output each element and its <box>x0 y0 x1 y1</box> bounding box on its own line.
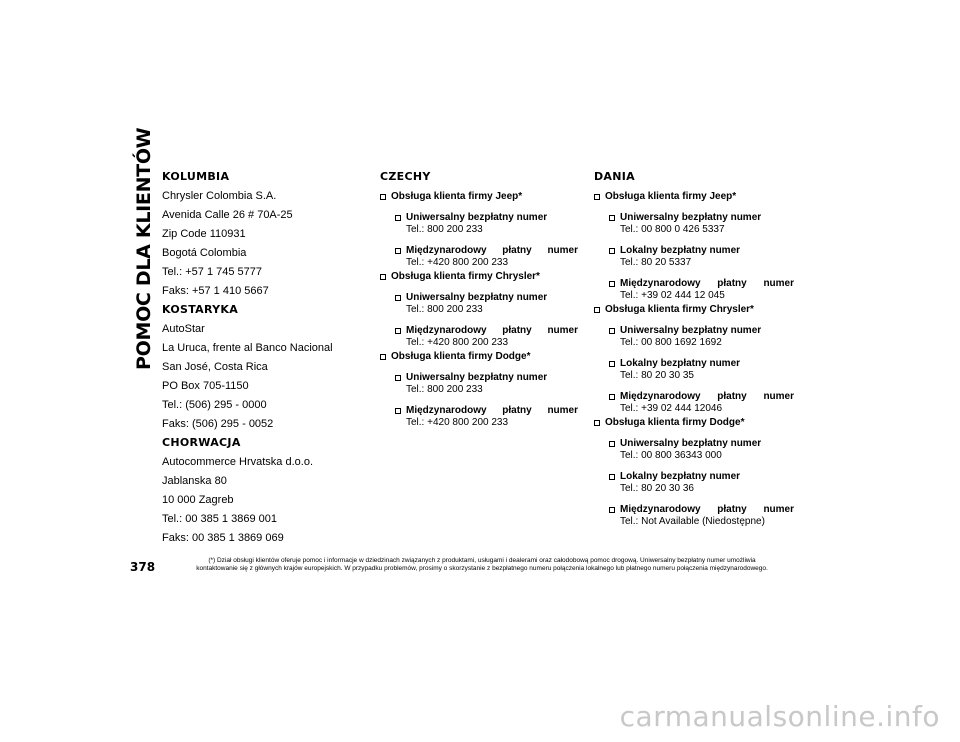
number-type-word: Uniwersalny bezpłatny numer <box>406 372 548 383</box>
phone-number: Tel.: 80 20 30 35 <box>620 370 694 381</box>
number-type-label <box>620 325 794 337</box>
number-type-label <box>620 471 794 483</box>
phone-number: Tel.: +420 800 200 233 <box>406 257 509 268</box>
number-type-word: Uniwersalny bezpłatny numer <box>406 292 548 303</box>
page-number: 378 <box>130 560 156 574</box>
footnote-line-2: kontaktowanie się z głównych krajów europejskich. W przypadku problemów, prosimy o skorzystanie z bezpłatnego numeru połączenia lokalnego lub płatnego numeru połączenia międzynarodowego. <box>196 565 768 572</box>
checkbox-icon <box>609 281 615 287</box>
checkbox-icon <box>380 354 386 360</box>
address-line: Faks: 00 385 1 3869 069 <box>162 532 284 544</box>
column-2 <box>380 170 578 429</box>
address-line: Tel.: (506) 295 - 0000 <box>162 399 267 411</box>
address-line: Chrysler Colombia S.A. <box>162 190 277 202</box>
address-line: Avenida Calle 26 # 70A-25 <box>162 209 293 221</box>
address-line: Faks: +57 1 410 5667 <box>162 285 269 297</box>
number-type-word: płatny <box>717 504 747 515</box>
number-item <box>609 438 794 462</box>
phone-number: Tel.: 80 20 30 36 <box>620 483 694 494</box>
checkbox-icon <box>594 194 600 200</box>
number-type-word: Międzynarodowy <box>406 325 487 336</box>
checkbox-icon <box>380 194 386 200</box>
number-type-word: numer <box>763 504 794 515</box>
country-heading: CZECHY <box>380 170 431 183</box>
number-type-label <box>620 212 794 224</box>
number-item <box>395 292 578 316</box>
footnote-line-1: (*) Dział obsługi klientów oferuje pomoc i informacje w dziedzinach związanych z produktami, usługami i dealerami oraz całodobową pomoc drogową. Uniwersalny bezpłatny numer umożliwia <box>208 557 756 564</box>
column-1 <box>162 170 362 548</box>
service-group <box>594 304 794 316</box>
number-item <box>609 358 794 382</box>
checkbox-icon <box>609 361 615 367</box>
checkbox-icon <box>395 375 401 381</box>
number-type-word: Międzynarodowy <box>620 391 701 402</box>
number-type-label <box>406 325 578 337</box>
number-type-word: Międzynarodowy <box>620 278 701 289</box>
address-line: La Uruca, frente al Banco Nacional <box>162 342 333 354</box>
address-line: Jablanska 80 <box>162 475 227 487</box>
number-type-label <box>406 292 578 304</box>
checkbox-icon <box>609 248 615 254</box>
service-group-label: Obsługa klienta firmy Jeep* <box>391 191 523 202</box>
address-line: San José, Costa Rica <box>162 361 268 373</box>
checkbox-icon <box>395 248 401 254</box>
phone-number: Tel.: +39 02 444 12 045 <box>620 290 725 301</box>
number-item <box>395 405 578 429</box>
checkbox-icon <box>395 295 401 301</box>
checkbox-icon <box>609 507 615 513</box>
number-type-word: Międzynarodowy <box>620 504 701 515</box>
phone-number: Tel.: +420 800 200 233 <box>406 417 509 428</box>
number-item <box>609 212 794 236</box>
service-group-label: Obsługa klienta firmy Chrysler* <box>605 304 754 315</box>
phone-number: Tel.: 800 200 233 <box>406 224 483 235</box>
number-item <box>609 245 794 269</box>
country-heading: DANIA <box>594 170 635 183</box>
number-type-word: numer <box>763 278 794 289</box>
service-group-label: Obsługa klienta firmy Dodge* <box>605 417 745 428</box>
number-type-word: Międzynarodowy <box>406 245 487 256</box>
footnote <box>172 557 792 573</box>
address-line: 10 000 Zagreb <box>162 494 234 506</box>
number-type-word: Lokalny bezpłatny numer <box>620 358 741 369</box>
number-type-label <box>620 504 794 516</box>
address-line: Faks: (506) 295 - 0052 <box>162 418 274 430</box>
number-item <box>609 471 794 495</box>
phone-number: Tel.: 800 200 233 <box>406 304 483 315</box>
checkbox-icon <box>609 441 615 447</box>
number-type-word: numer <box>547 405 578 416</box>
checkbox-icon <box>594 420 600 426</box>
number-type-word: Uniwersalny bezpłatny numer <box>620 212 762 223</box>
checkbox-icon <box>594 307 600 313</box>
phone-number: Tel.: 00 800 0 426 5337 <box>620 224 725 235</box>
service-group <box>380 191 578 203</box>
phone-number: Tel.: 00 800 1692 1692 <box>620 337 722 348</box>
number-type-label <box>620 358 794 370</box>
number-item <box>395 212 578 236</box>
number-type-word: Uniwersalny bezpłatny numer <box>620 438 762 449</box>
number-type-label <box>406 245 578 257</box>
service-group-label: Obsługa klienta firmy Dodge* <box>391 351 531 362</box>
checkbox-icon <box>609 215 615 221</box>
number-item <box>395 325 578 349</box>
country-heading: KOLUMBIA <box>162 170 230 183</box>
number-type-word: Lokalny bezpłatny numer <box>620 471 741 482</box>
address-line: Bogotá Colombia <box>162 247 247 259</box>
service-group <box>380 271 578 283</box>
number-item <box>609 278 794 302</box>
number-type-label <box>406 372 578 384</box>
address-line: Zip Code 110931 <box>162 228 246 240</box>
number-type-label <box>620 438 794 450</box>
service-group <box>594 417 794 429</box>
watermark: carmanualsonline.info <box>619 700 940 733</box>
number-type-word: płatny <box>502 245 532 256</box>
number-item <box>609 504 794 528</box>
side-section-title: POMOC DLA KLIENTÓW <box>133 127 155 370</box>
number-type-word: numer <box>547 245 578 256</box>
country-heading: KOSTARYKA <box>162 303 239 316</box>
number-type-word: płatny <box>502 405 532 416</box>
checkbox-icon <box>609 328 615 334</box>
service-group-label: Obsługa klienta firmy Chrysler* <box>391 271 540 282</box>
number-item <box>609 325 794 349</box>
checkbox-icon <box>395 215 401 221</box>
checkbox-icon <box>609 394 615 400</box>
address-line: Autocommerce Hrvatska d.o.o. <box>162 456 314 468</box>
phone-number: Tel.: +420 800 200 233 <box>406 337 509 348</box>
column-3 <box>594 170 794 528</box>
number-type-word: Międzynarodowy <box>406 405 487 416</box>
service-group <box>380 351 578 363</box>
address-line: Tel.: 00 385 1 3869 001 <box>162 513 277 525</box>
service-group-label: Obsługa klienta firmy Jeep* <box>605 191 737 202</box>
number-type-label <box>406 212 578 224</box>
phone-number: Tel.: Not Available (Niedostępne) <box>620 516 765 527</box>
number-type-label <box>620 391 794 403</box>
address-line: Tel.: +57 1 745 5777 <box>162 266 262 278</box>
number-type-word: Uniwersalny bezpłatny numer <box>620 325 762 336</box>
phone-number: Tel.: +39 02 444 12046 <box>620 403 723 414</box>
number-type-label <box>620 278 794 290</box>
phone-number: Tel.: 00 800 36343 000 <box>620 450 722 461</box>
number-type-word: Uniwersalny bezpłatny numer <box>406 212 548 223</box>
number-item <box>395 245 578 269</box>
number-type-word: Lokalny bezpłatny numer <box>620 245 741 256</box>
number-type-word: numer <box>763 391 794 402</box>
phone-number: Tel.: 800 200 233 <box>406 384 483 395</box>
number-item <box>395 372 578 396</box>
service-group <box>594 191 794 203</box>
country-heading: CHORWACJA <box>162 436 241 449</box>
number-type-word: płatny <box>502 325 532 336</box>
number-type-label <box>620 245 794 257</box>
checkbox-icon <box>395 408 401 414</box>
address-line: PO Box 705-1150 <box>162 380 249 392</box>
number-type-word: płatny <box>717 391 747 402</box>
number-item <box>609 391 794 415</box>
address-line: AutoStar <box>162 323 205 335</box>
number-type-label <box>406 405 578 417</box>
checkbox-icon <box>609 474 615 480</box>
phone-number: Tel.: 80 20 5337 <box>620 257 692 268</box>
checkbox-icon <box>395 328 401 334</box>
checkbox-icon <box>380 274 386 280</box>
number-type-word: płatny <box>717 278 747 289</box>
number-type-word: numer <box>547 325 578 336</box>
